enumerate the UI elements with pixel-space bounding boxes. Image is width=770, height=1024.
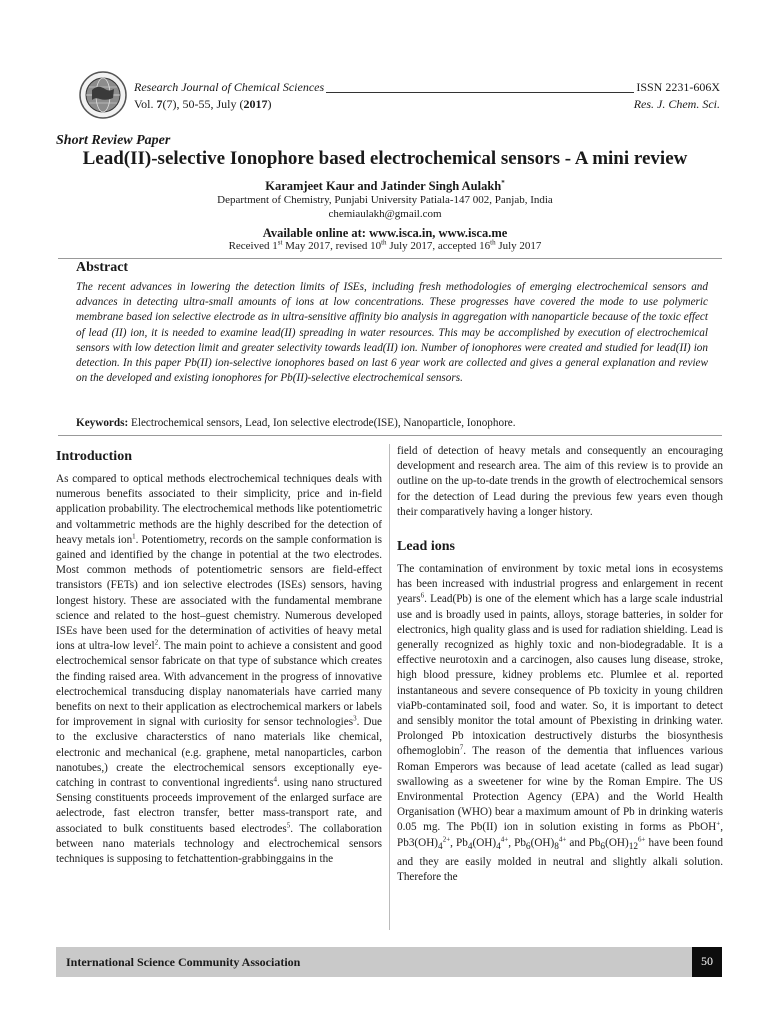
journal-abbreviation: Res. J. Chem. Sci. [633,97,720,111]
received-dates [0,240,770,252]
formula-sub: 12 [628,841,639,852]
paper-title: Lead(II)-selective Ionophore based electrochemical sensors - A mini review [82,148,688,169]
formula-text: (OH) [472,836,497,849]
formula-text: (OH) [530,836,555,849]
corresponding-author-mark: * [501,178,505,187]
formula-text: and Pb [566,836,601,849]
volume: 7 [156,97,163,111]
formula-text: , Pb [508,836,526,849]
citation-ref: 6 [420,591,425,600]
paper-type: Short Review Paper [56,133,171,148]
citation-ref: 5 [286,820,291,829]
formula-sub: 4 [467,841,473,852]
authors [0,179,770,194]
lead-text: . The reason of the dementia that influences various Roman Emperors was because of lead acetate (called as lead sugar) swallowing as a sweetener for wine by the Roman Empire. The US Environmental Protection Agency (EPA) and the World Health Organisation (WHO) bear a maximum amount of Pb in drinking wateris 0.05 mg. The Pb(II) ion in solution existing in forms as PbOH [397,745,723,834]
formula-sub: 8 [554,841,559,852]
received-part: July 2017 [495,240,542,252]
charge-sup: 6+ [638,834,646,843]
formula-sub: 4 [496,841,501,852]
citation-ref: 3 [353,714,357,723]
year: 2017 [243,97,268,111]
isca-logo [78,70,128,120]
introduction-paragraph [56,472,382,867]
intro-text: . The main point to achieve a consistent and good electrochemical sensor fabricate on that type of substance which creates the finding raised area. With advancement in the progress of innovative electrochemical transducing display nanomaterials have carried many benefits on next to their application as electrochemical markers or labels for improvement in signal with curiosity for sensor technologies [56,640,382,729]
ordinal-sup: th [490,238,496,247]
formula-text: , Pb [450,836,468,849]
column-divider [389,444,390,930]
pages-date: , 50-55, July ( [176,97,244,111]
citation-ref: 1 [132,532,136,541]
received-part: May 2017, revised 10 [282,240,382,252]
header-journal-line [134,80,720,96]
lead-text: The contamination of environment by toxic metal ions in ecosystems has been increased with industrial progress and enlargement in recent years [397,563,723,606]
affiliation: Department of Chemistry, Punjabi University Patiala-147 002, Panjab, India [217,194,553,206]
page-footer [56,947,722,977]
citation-ref: 7 [459,743,464,752]
abstract-text: The recent advances in lowering the detection limits of ISEs, including fresh methodologies of emerging electrochemical sensors and advances in detecting ultra-small amounts of ions at low concentrations. These progresses have covered the mode to use polymeric membrane based ion selective electrode as in ultra-sensitive affinity bio analysis in aggregation with nanoparticle because of the toxic effect of lead (II) ion, it is needed to examine lead(II) spreading in water resources. This may be accomplished by execution of electrochemical sensors with low detection limit and greater selectivity towards lead(II) ion. Number of ionophores were created and studied for lead(II) ion detection. In this paper Pb(II) ion-selective ionophores based on last 6 year work are collected and gives a general explanation and review on the developed and existing ionophores for Pb(II)-selective electrochemical sensors. [76,281,708,385]
received-part: Received 1 [228,240,278,252]
keywords [76,417,716,429]
formula-sub: 4 [438,841,443,852]
lead-ions-paragraph [397,562,723,886]
keywords-list: Electrochemical sensors, Lead, Ion selective electrode(ISE), Nanoparticle, Ionophore. [128,417,516,429]
keywords-label: Keywords: [76,417,129,429]
citation-ref: 4 [273,775,277,784]
charge-sup: + [716,819,721,828]
received-part: July 2017, accepted 16 [386,240,491,252]
intro-text: . using nano structured Sensing constituents proceeds improvement of the enlarged surface are aelectrode, fast electron transfer, better mass-transport rate, and associated to bulk constituents based electrodes [56,777,382,835]
formula-sub: 6 [525,841,531,852]
right-column [397,444,723,886]
available-online: Available online at: www.isca.in, www.isca.me [262,226,508,240]
page-number: 50 [692,947,722,977]
abstract-heading: Abstract [76,260,129,275]
intro-text: . The collaboration between nano materials technology and electrochemical sensors techniques is supposing to fetchattention-grabbinggains in the [56,822,382,866]
charge-sup: 4+ [558,834,567,843]
charge-sup: 4+ [500,834,509,843]
journal-name: Research Journal of Chemical Sciences [134,80,325,94]
footer-organization: International Science Community Association [66,955,301,969]
globe-seal-icon [78,70,128,120]
formula-text: , Pb3(OH) [397,821,723,849]
header-volume-line [134,97,720,113]
author-names: Karamjeet Kaur and Jatinder Singh Aulakh [265,179,502,193]
formula-text: (OH) [605,836,629,849]
intro-text: . Potentiometry, records on the sample conformation is gained and identified by the change in potential at the two electrodes. Most common methods of potentiometric sensors are field-effect transistors (FETs) and ion selective electrodes (ISEs) sensors, having longest history. These are associated with the fundamental membrane science and related to the host–guest chemistry. Numerous developed ISEs have been used for the determination of activities of heavy metal ions at ultra-low level [56,533,382,653]
introduction-heading: Introduction [56,449,132,464]
lead-text: . Lead(Pb) is one of the element which has a large scale industrial use and is broadly used in paints, alloys, storage batteries, in solder for electronics, high quality glass and is used for radiation shielding. Lead is generally recognized as highly toxic and non-biodegradable. It is a effective neurotoxin and a carcinogen, also causes lung disease, stroke, high blood pressure, kidney problems etc. Plumlee et al. reported instantaneous and severe consequence of Pb toxicity in young children viaPb-contaminated soil, food and water. So, it is important to detect and sensibly monitor the total amount of Pbexisting in drinking water. Prolonged Pb intoxication destructively disturbs the biosynthesis ofhemoglobin [397,593,723,758]
charge-sup: 2+ [442,834,451,843]
ordinal-sup: st [277,238,283,247]
formula-sub: 6 [600,841,606,852]
issue: (7) [162,97,177,111]
ordinal-sup: th [381,238,387,247]
issn: ISSN 2231-606X [636,80,720,94]
lead-ions-heading: Lead ions [397,539,455,555]
author-email[interactable]: chemiaulakh@gmail.com [328,208,442,220]
intro-text: . Due to the exclusive characterstics of nano materials like chemical, electronic and mechanical (e.g. graphene, metal nanoparticles, carbon nanotubes,) create the electrochemical sensors exceptionally eye-catching in contrast to conventional ingredients [56,716,382,790]
left-column [56,444,382,867]
lead-text: have been found and they are easily molded in neutral and slightly alkali solution. Therefore the [397,836,723,884]
intro-text: As compared to optical methods electrochemical techniques deals with numerous benefits associated to their simplicity, price and in-field application probability. The electrochemical methods like potentiometric and voltammetric methods are the highly described for the detection of heavy metals ion [56,473,382,546]
pages-date-end: ) [267,97,272,111]
introduction-continued: field of detection of heavy metals and consequently an encouraging development and research area. The aim of this review is to provide an outline on the up-to-date trends in the growth of electrochemical sensors for the detection of Lead during the previous few years even though their comparatively having a longer history. [397,445,723,518]
citation-ref: 2 [154,638,159,647]
volume-prefix: Vol. [134,97,157,111]
